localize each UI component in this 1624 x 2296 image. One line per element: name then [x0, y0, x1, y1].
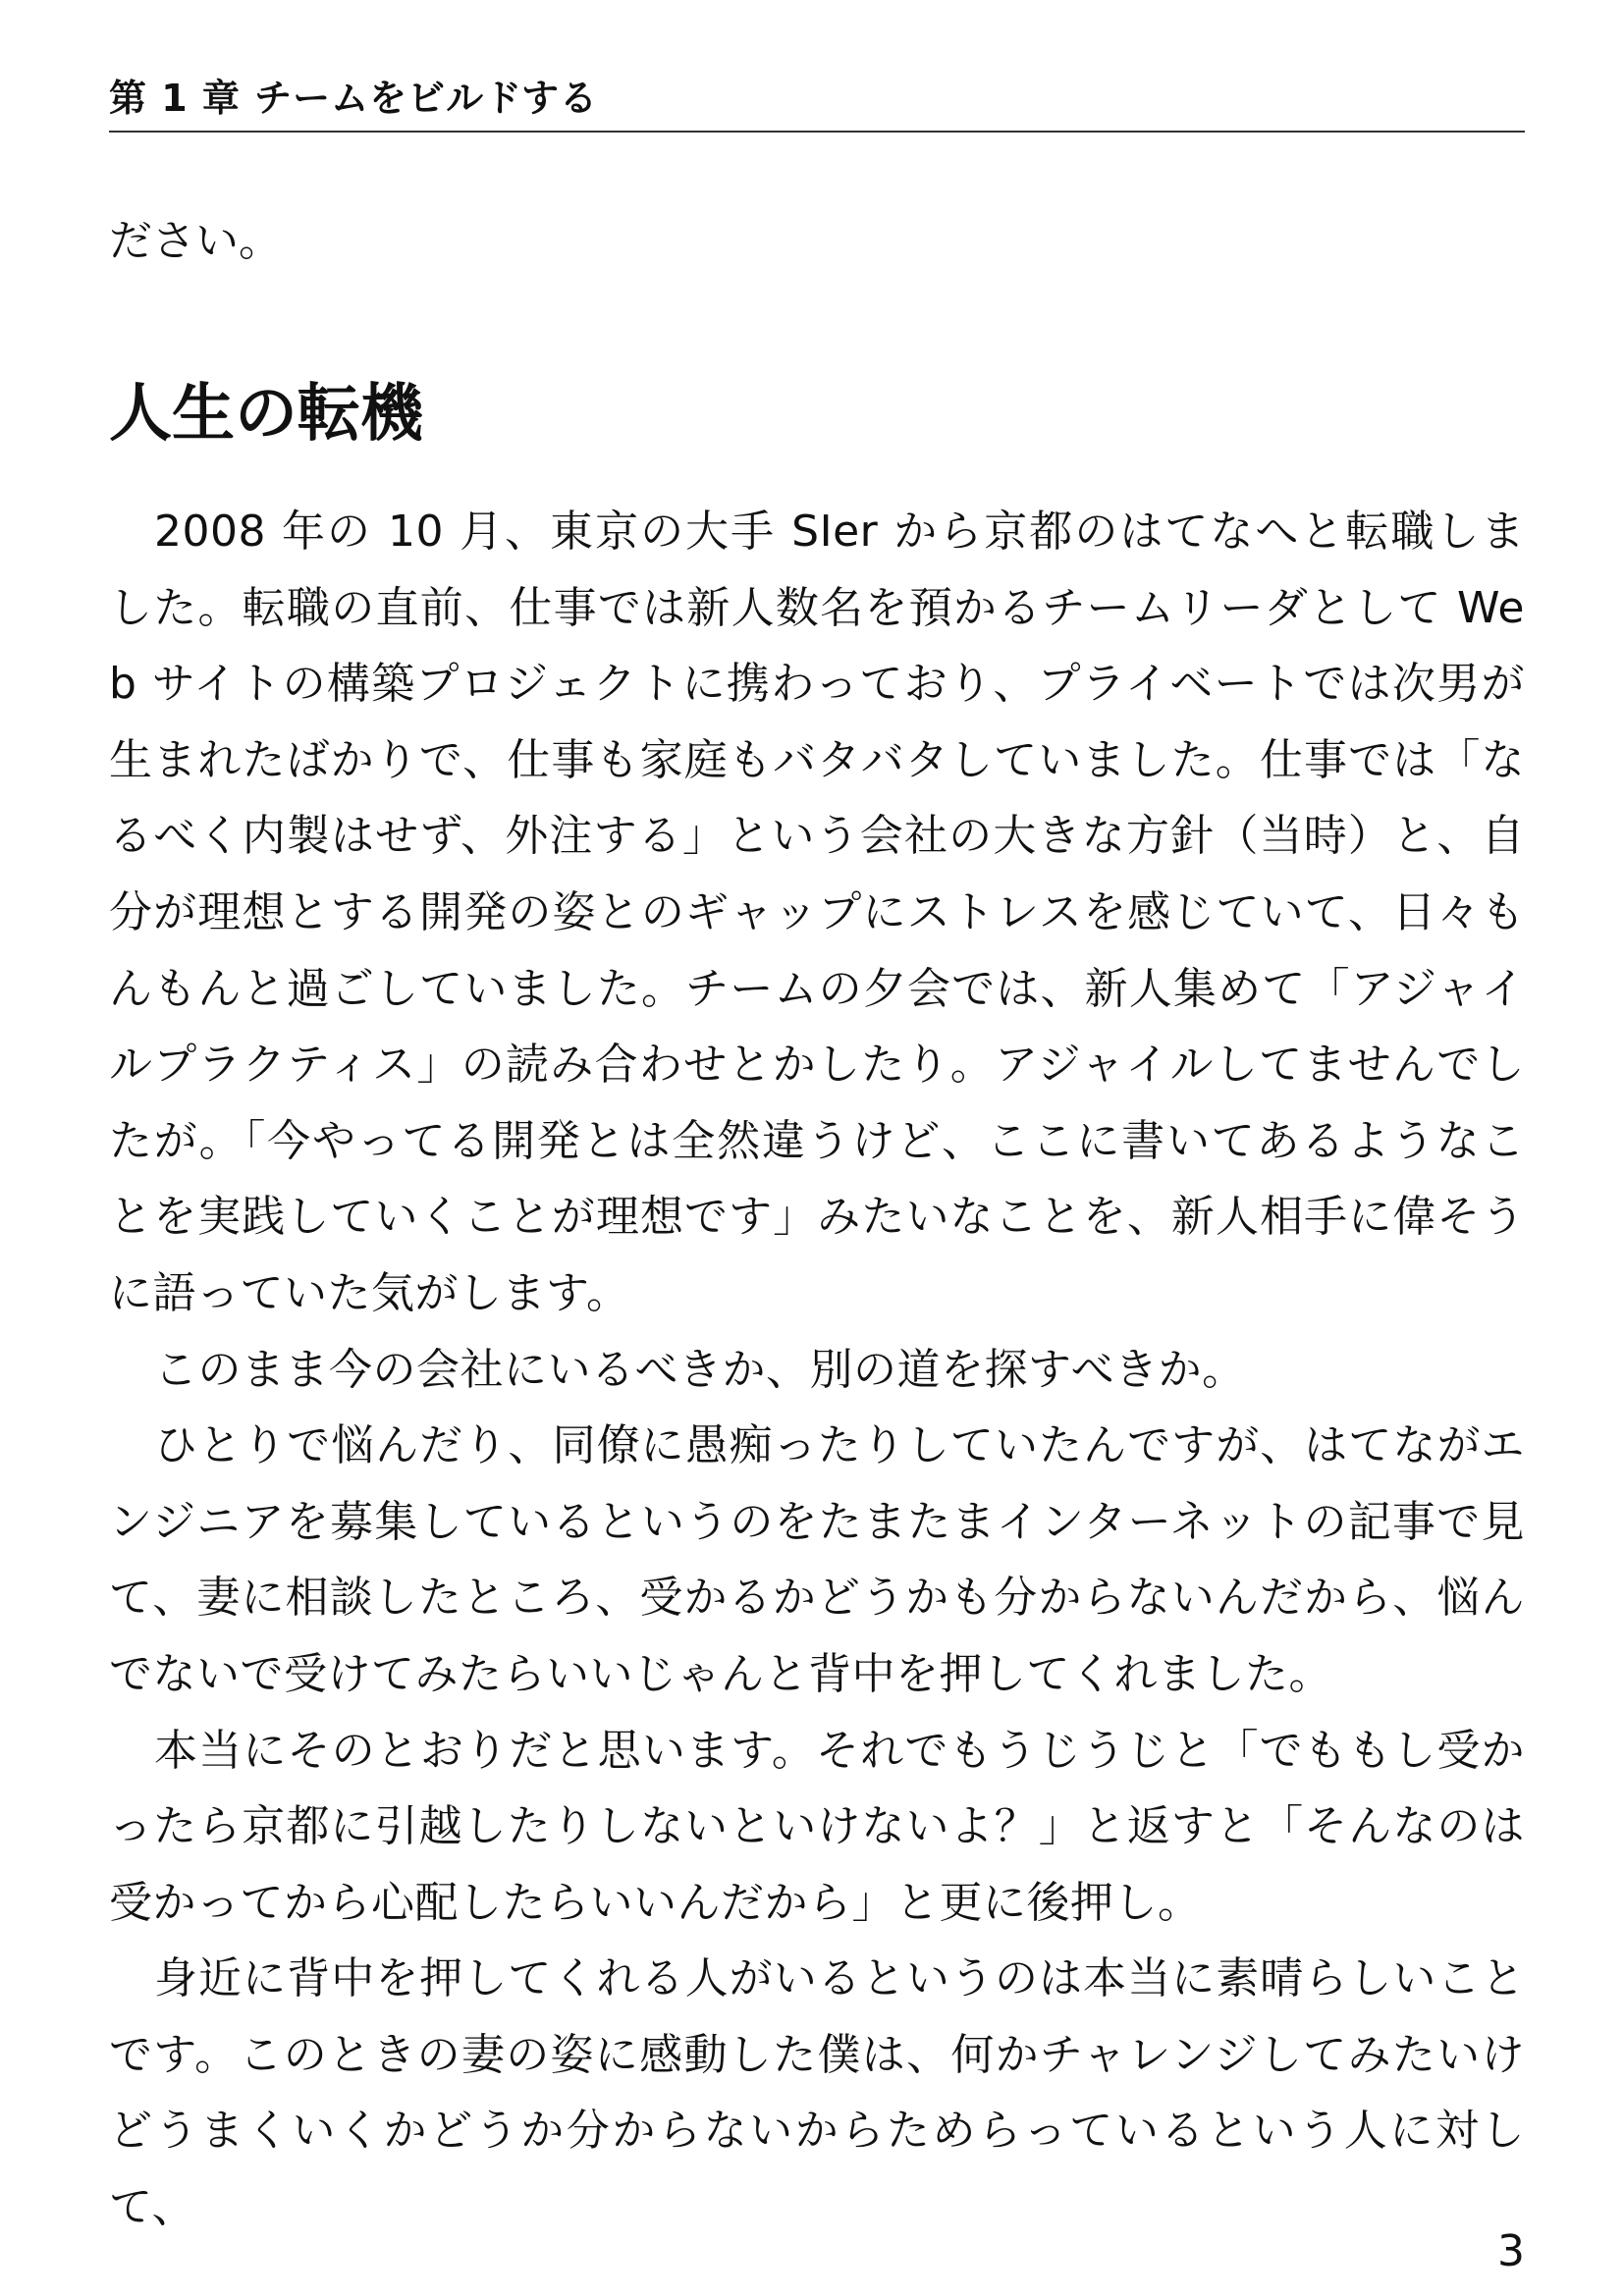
- page-number: 3: [1497, 2226, 1525, 2276]
- running-header: 第 1 章 チームをビルドする: [109, 77, 598, 120]
- paragraph: 2008 年の 10 月、東京の大手 SIer から京都のはてなへと転職しました。転職の直前、仕事では新人数名を預かるチームリーダとして Web サイトの構築プロジェクトに携わっており、プライベートでは次男が生まれたばかりで、仕事も家庭もバタバタしていました。仕事では「なるべく内製はせず、外注する」という会社の大きな方針（当時）と、自分が理想とする開発の姿とのギャップにストレスを感じていて、日々もんもんと過ごしていました。チームの夕会では、新人集めて「アジャイルプラクティス」の読み合わせとかしたり。アジャイルしてませんでしたが。「今やってる開発とは全然違うけど、ここに書いてあるようなことを実践していくことが理想です」みたいなことを、新人相手に偉そうに語っていた気がします。: [109, 507, 1525, 1318]
- continued-text: ださい。: [109, 216, 282, 266]
- paragraph: 本当にそのとおりだと思います。それでもうじうじと「でももし受かったら京都に引越したりしないといけないよ？」と返すと「そんなのは受かってから心配したらいいんだから」と更に後押し。: [109, 1725, 1525, 1928]
- paragraph: 身近に背中を押してくれる人がいるというのは本当に素晴らしいことです。このときの妻の姿に感動した僕は、何かチャレンジしてみたいけどうまくいくかどうか分からないからためらっているという人に対して、: [109, 1953, 1525, 2233]
- section-title: 人生の転機: [109, 378, 423, 451]
- paragraph: ひとりで悩んだり、同僚に愚痴ったりしていたんですが、はてながエンジニアを募集しているというのをたまたまインターネットの記事で見て、妻に相談したところ、受かるかどうかも分からないんだから、悩んでないで受けてみたらいいじゃんと背中を押してくれました。: [109, 1420, 1525, 1699]
- body-text: [109, 494, 1525, 2246]
- book-page: [109, 0, 1525, 2296]
- paragraph: このまま今の会社にいるべきか、別の道を探すべきか。: [154, 1344, 1246, 1395]
- header-rule: [109, 131, 1525, 133]
